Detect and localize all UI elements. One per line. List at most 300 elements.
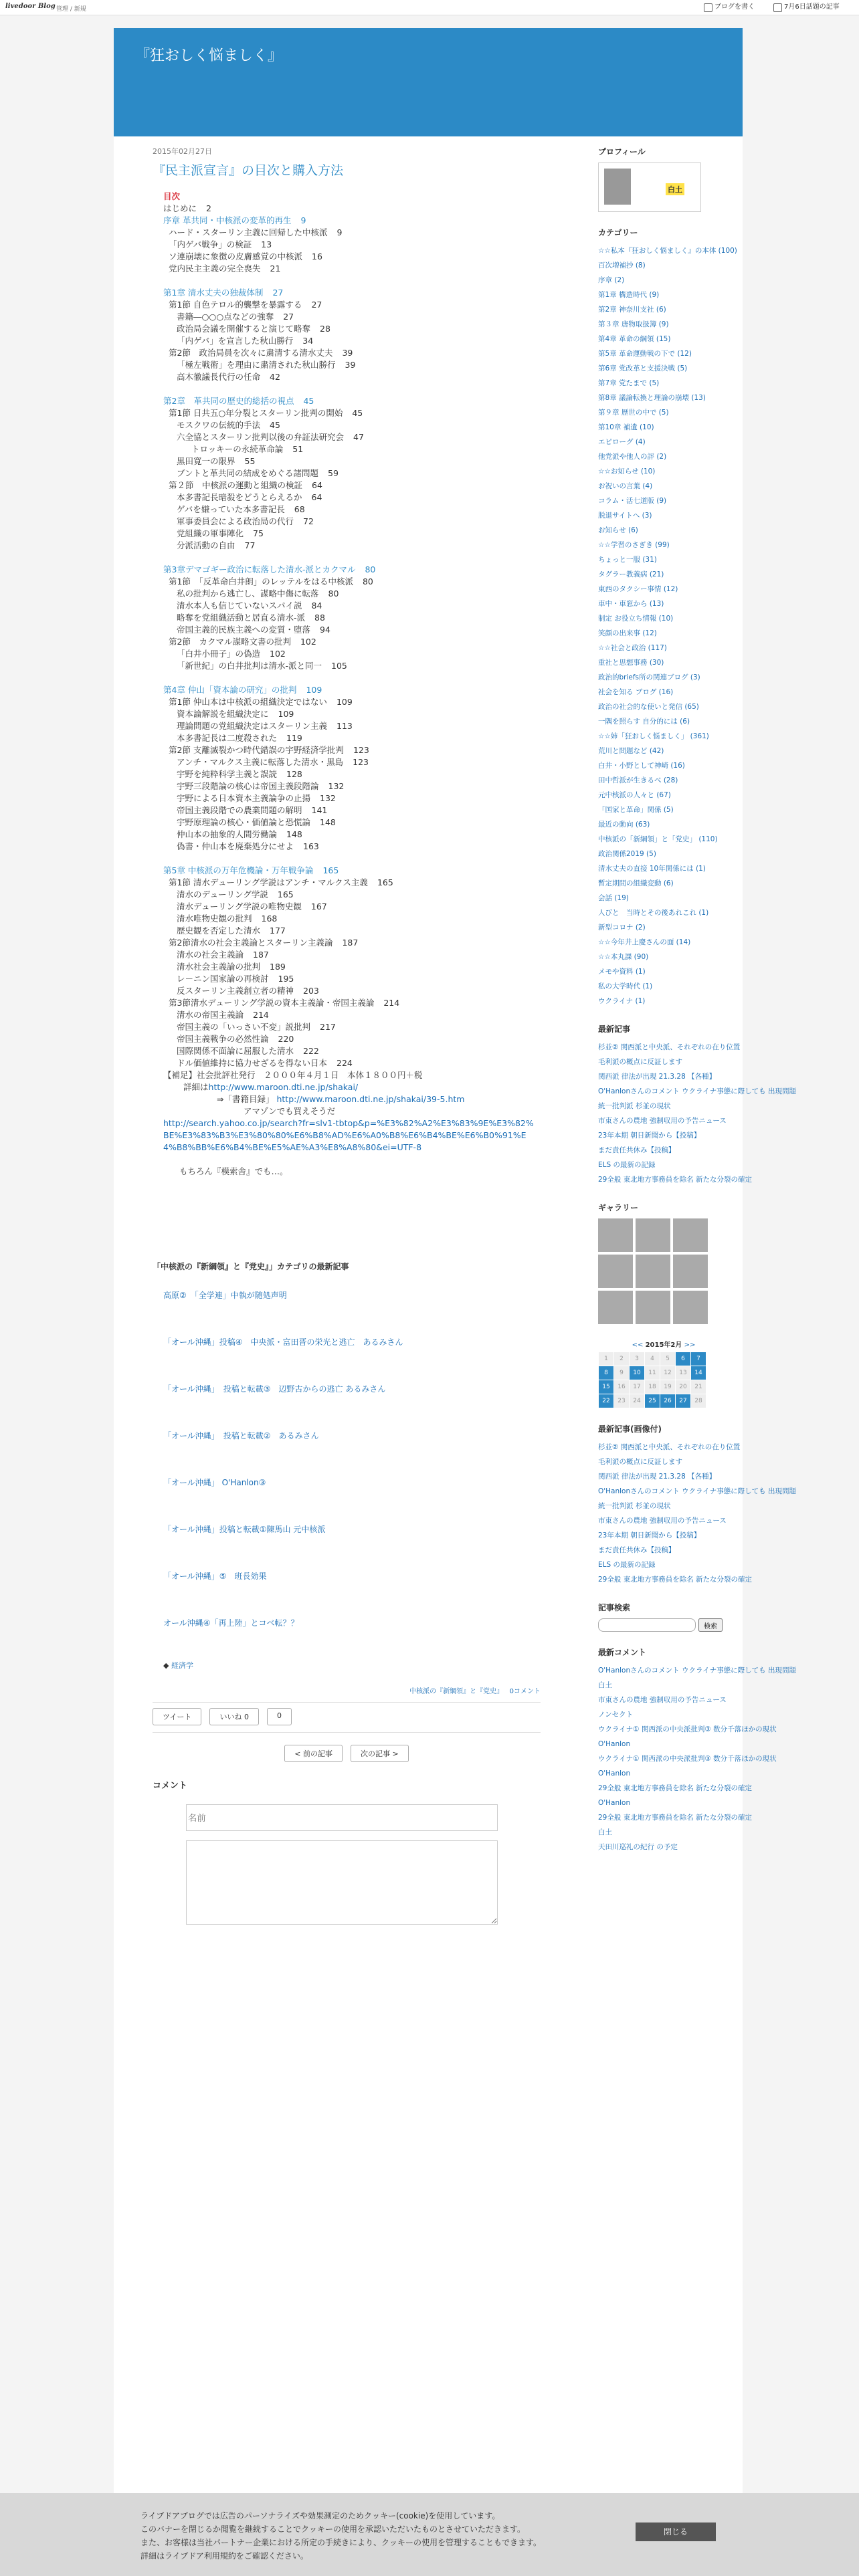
toc-page: 214 (383, 998, 400, 1008)
search-button[interactable]: 検索 (698, 1618, 723, 1632)
sidebar-category-link[interactable]: 政治の社会的な使いと発信 (65) (598, 703, 699, 711)
toc-line (163, 949, 538, 961)
toc-title: 「新世紀」の白井批判は清水-派と同一 (177, 661, 322, 671)
toc-gap (163, 853, 538, 865)
buy-link-1[interactable]: http://www.maroon.dti.ne.jp/shakai/ (208, 1082, 359, 1092)
gallery-thumb[interactable] (598, 1291, 633, 1324)
comment-name-input[interactable] (186, 1804, 498, 1831)
pager (153, 1745, 541, 1762)
toc-list (163, 203, 538, 1069)
profile-card[interactable] (598, 163, 701, 212)
toc-title: ブントと革共同の結成をめぐる諸問題 (177, 468, 319, 478)
sidebar-image-latest-link[interactable]: 23年本期 朝日新聞から【投稿】 (598, 1531, 701, 1539)
sidebar-category-link[interactable]: 「国家と革命」関係 (5) (598, 806, 674, 814)
sidebar-category-link[interactable]: タグラー教義病 (21) (598, 570, 664, 578)
calendar-header (598, 1339, 729, 1349)
calendar-day: 11 (645, 1366, 660, 1380)
toc-line (163, 696, 538, 708)
category-recent-link[interactable]: 「オール沖縄」投稿④ 中央派・富田晋の栄光と逃亡 あるみさん (163, 1337, 403, 1347)
toc-title: 軍事委員会による政治局の代行 (177, 516, 294, 526)
blog-page (114, 28, 796, 2576)
toc-line (163, 720, 538, 732)
sidebar-category-link[interactable]: エピローグ (4) (598, 438, 646, 446)
toc-page: 68 (294, 504, 305, 514)
toc-title: 第3章デマゴギー政治に転落した清水-派とカクマル (163, 564, 356, 574)
calendar-day[interactable]: 26 (660, 1394, 676, 1408)
category-recent-link[interactable]: 「オール沖縄」 O'Hanlon③ (163, 1478, 266, 1487)
toc-page: 2 (206, 203, 211, 213)
share-row (153, 1708, 541, 1725)
toc-title: 第1節 清水デューリング学説はアンチ・マルクス主義 (169, 877, 368, 887)
sidebar-category-link[interactable]: 荒川と問題など (42) (598, 747, 664, 755)
toc-line (163, 323, 538, 335)
toc-page: 51 (292, 444, 304, 454)
category-link[interactable]: 中核派の『新綱領』と『党史』 (409, 1688, 504, 1695)
hatena-button[interactable]: 0 (267, 1708, 292, 1725)
sidebar-image-latest-link[interactable]: 29全般 東北地方事務員を除名 新たな分裂の確定 (598, 1576, 753, 1584)
category-recent-link[interactable]: 「オール沖縄」投稿と転載①陳馬山 元中核派 (163, 1525, 326, 1534)
toc-line (163, 997, 538, 1009)
toc-page: 34 (302, 336, 314, 346)
sidebar-latest-link[interactable]: 統一批判派 杉並の現状 (598, 1102, 671, 1110)
calendar-day[interactable]: 25 (645, 1394, 660, 1408)
sidebar-category-link[interactable]: 白井・小野として神崎 (16) (598, 762, 685, 770)
toc-line (163, 973, 538, 985)
toc-page: 168 (261, 914, 278, 924)
toc-line (163, 889, 538, 901)
toc-line (163, 937, 538, 949)
gallery-thumb[interactable] (598, 1218, 633, 1252)
toc-title: 第1節 仲山本は中核派の組織決定ではない (169, 697, 327, 707)
toc-line (163, 359, 538, 371)
toc-page: 148 (286, 829, 302, 839)
sidebar-latest-link[interactable]: ELS の最新の記録 (598, 1161, 656, 1169)
comment-count[interactable]: 0コメント (509, 1688, 541, 1695)
toc-page: 16 (312, 251, 322, 261)
sidebar-category-link[interactable]: ☆☆社会と政治 (117) (598, 644, 667, 652)
sidebar-image-latest-link[interactable]: 毛利派の概点に反証します (598, 1458, 682, 1466)
sidebar-image-latest-link[interactable]: 関西派 律法が出現 21.3.28 【各種】 (598, 1473, 717, 1481)
toc-page: 84 (311, 601, 322, 611)
calendar-day: 18 (645, 1380, 660, 1394)
toc-title: 清水のデューリング学説 (177, 889, 268, 899)
sidebar-category-link[interactable]: 第10章 補遺 (10) (598, 423, 654, 431)
calendar-day[interactable]: 6 (676, 1352, 691, 1366)
sidebar-image-latest-link[interactable]: 統一批判派 杉並の現状 (598, 1502, 671, 1510)
toc-gap (163, 672, 538, 684)
toc-line (163, 817, 538, 829)
calendar-day[interactable]: 7 (691, 1352, 706, 1366)
toc-page: 77 (244, 540, 256, 550)
sidebar-category-link[interactable]: 制定 お役立ち情報 (10) (598, 615, 674, 623)
toc-line (163, 1009, 538, 1021)
toc-page: 80 (362, 576, 373, 586)
category-recent-link[interactable]: 「オール沖縄」 投稿と転載② あるみさん (163, 1431, 319, 1440)
calendar-day: 13 (676, 1366, 691, 1380)
toc-page: 27 (311, 300, 322, 310)
toc-line (163, 443, 538, 455)
amazon-note: アマゾンでも買えそうだ (244, 1106, 336, 1116)
toc-line (163, 215, 538, 227)
toc-line (163, 335, 538, 347)
toc-page: 214 (253, 1010, 269, 1020)
toc-line (163, 263, 538, 275)
write-blog-button[interactable] (704, 2, 755, 12)
sidebar-comment-link[interactable]: O'Hanlon (598, 1769, 631, 1778)
gallery-thumb[interactable] (673, 1218, 708, 1252)
toc-title: 「白井小冊子」の偽造 (177, 649, 261, 659)
sidebar-category-link[interactable]: 最近の動向 (63) (598, 821, 650, 829)
sidebar (598, 146, 796, 1869)
sidebar-category-link[interactable]: 笑顔の出来事 (12) (598, 629, 657, 637)
sidebar-category-link[interactable]: ちょっと一服 (31) (598, 556, 657, 564)
toc-line (163, 829, 538, 841)
toc-title: ソ連崩壊に象徴の皮膚感覚の中核派 (169, 251, 303, 261)
sidebar-category-link[interactable]: ☆☆私本『狂おしく悩ましく』の本体 (100) (598, 247, 737, 255)
sidebar-comment-link[interactable]: 29全般 東北地方事務員を除名 新たな分裂の確定 (598, 1814, 753, 1822)
sidebar-category-link[interactable]: 田中哲派が生きるべ (28) (598, 776, 678, 784)
latest-list (598, 1040, 796, 1187)
cookie-line-2: このバナーを閉じるか閲覧を継続することでクッキーの使用を承認いただいたものとさせていただきます。 (140, 2525, 526, 2534)
sidebar-category-link[interactable]: 社会を知る ブログ (16) (598, 688, 674, 696)
toc-title: 第2章 革共同の歴史的総括の視点 (163, 396, 294, 406)
toc-title: モスクワの伝統的手法 (177, 420, 261, 430)
sidebar-comment-link[interactable]: O'Hanlonさんのコメント ウクライナ事態に際しても 出現問題 (598, 1667, 796, 1675)
category-list (598, 243, 737, 1008)
toc-line (163, 901, 538, 913)
toc-line (163, 732, 538, 744)
sidebar-category-link[interactable]: 一隅を照らす 自分的には (6) (598, 718, 690, 726)
toc-line (163, 299, 538, 311)
toc-line (163, 600, 538, 612)
image-latest-heading: 最新記事(画像付) (598, 1424, 662, 1434)
sidebar-comment-link[interactable]: O'Hanlon (598, 1740, 631, 1748)
sidebar-category-link[interactable]: 第7章 党たまで (5) (598, 379, 660, 387)
pencil-icon (704, 3, 712, 12)
toc-page: 42 (270, 372, 280, 382)
sidebar-category-link[interactable]: 第2章 神奈川支社 (6) (598, 306, 666, 314)
toc-line (163, 708, 538, 720)
sidebar-category-link[interactable]: 東西のタクシー事情 (12) (598, 585, 678, 593)
calendar-day[interactable]: 15 (599, 1380, 614, 1394)
buy-info: 【補足】社会批評社発行 ２０００年４月１日 本体１８００円＋税 (163, 1070, 423, 1080)
sidebar-category-link[interactable]: 政治関係2019 (5) (598, 850, 656, 858)
toc-line (163, 227, 538, 239)
toc-line (163, 925, 538, 937)
tweet-button[interactable]: ツイート (153, 1708, 201, 1725)
toc-page: 113 (337, 721, 353, 731)
post-meta (153, 1685, 541, 1695)
sidebar-image-latest-link[interactable]: ELS の最新の記録 (598, 1561, 656, 1569)
catalog-label: ⇒「書籍目録」 (217, 1094, 274, 1104)
toc-page: 195 (278, 974, 294, 984)
sidebar-category-link[interactable]: 第6章 党改革と支援決戦 (5) (598, 364, 688, 372)
gallery-thumb[interactable] (636, 1291, 670, 1324)
toc-line (163, 479, 538, 492)
sidebar-category-link[interactable]: ☆☆本丸課 (90) (598, 953, 649, 961)
buy-detail-label: 詳細は (183, 1082, 209, 1092)
sidebar-comment-link[interactable]: 白土 (598, 1828, 612, 1836)
sidebar-category-link[interactable]: 車中・車窓から (13) (598, 600, 664, 608)
toc-page: 88 (314, 613, 325, 623)
sidebar-comment-link[interactable]: 市東さんの農地 強制収用の予告ニュース (598, 1696, 727, 1704)
toc-page: 55 (244, 456, 256, 466)
cal-month: 2015年2月 (645, 1341, 682, 1349)
calendar-day[interactable]: 14 (691, 1366, 706, 1380)
category-recent-list (153, 1272, 541, 1646)
toc-page: 39 (345, 360, 356, 370)
toc-line (163, 455, 538, 467)
post-title[interactable]: 『民主派宣言』の目次と購入方法 (153, 163, 344, 178)
toc-line (163, 913, 538, 925)
sidebar-category-link[interactable]: 新型コロナ (2) (598, 924, 646, 932)
sidebar-comment-link[interactable]: 天田川巡礼の紀行 の予定 (598, 1843, 678, 1851)
toc-title: 清水唯物史観の批判 (177, 914, 252, 924)
sidebar-latest-link[interactable]: 杉並② 関西派と中央派、それぞれの在り位置 (598, 1043, 741, 1051)
toc-title: 第1節 自色テロル的襲撃を暴露する (169, 300, 302, 310)
search-input[interactable] (598, 1618, 696, 1632)
sidebar-category-link[interactable]: 私の大学時代 (1) (598, 982, 653, 990)
toc-line (163, 528, 538, 540)
cookie-line-3: また、お客様は当社パートナー企業における所定の手続きにより、クッキーの使用を管理することもできます。 (140, 2538, 542, 2547)
gallery-thumb[interactable] (673, 1255, 708, 1288)
cal-next[interactable]: >> (684, 1341, 696, 1349)
like-button[interactable]: いいね 0 (209, 1708, 259, 1725)
toc-page: 148 (320, 817, 336, 827)
sidebar-category-link[interactable]: 会話 (19) (598, 894, 629, 902)
cookie-line-4[interactable]: 詳細はライブドア利用規約をご確認ください。 (140, 2551, 308, 2561)
gallery-thumb[interactable] (636, 1255, 670, 1288)
sidebar-category-link[interactable]: ☆☆お知らせ (10) (598, 467, 656, 475)
toc-line (163, 1045, 538, 1057)
sidebar-category-link[interactable]: 第4章 革命の綱領 (15) (598, 335, 671, 343)
toc-line (163, 768, 538, 780)
category-recent-link[interactable]: 高原② 「全学連」中執が随処声明 (163, 1291, 287, 1300)
sidebar-comment-link[interactable]: ウクライナ① 関西派の中央派批判③ 数分千落ほかの現状 (598, 1725, 777, 1733)
cookie-line-1: ライブドアブログでは広告のパーソナライズや効果測定のためクッキー(cookie)を使用しています。 (140, 2511, 500, 2520)
cal-prev[interactable]: << (632, 1341, 644, 1349)
sidebar-category-link[interactable]: 元中核派の人々と (67) (598, 791, 671, 799)
sidebar-category-link[interactable]: ☆☆学習のさぎき (99) (598, 541, 670, 549)
sidebar-comment-link[interactable]: 白土 (598, 1681, 612, 1689)
sidebar-latest-link[interactable]: 23年本期 朝日新聞から【投稿】 (598, 1132, 701, 1140)
toc-title: ゲバを嫌っていた本多書記長 (177, 504, 285, 514)
toc-page: 163 (303, 841, 319, 851)
calendar-day: 4 (645, 1352, 660, 1366)
sidebar-category-link[interactable]: 中核派の「新綱領」と「党史」 (110) (598, 835, 718, 843)
sidebar-image-latest-link[interactable]: まだ責任共休み【投稿】 (598, 1546, 676, 1554)
toc-title: 黒田寛一の限界 (177, 456, 235, 466)
toc-page: 21 (270, 263, 281, 274)
gallery-grid (598, 1218, 729, 1324)
toc-page: 217 (320, 1022, 336, 1032)
toc-title: 宇野による日本資本主義論争の止揚 (177, 793, 311, 803)
sidebar-category-link[interactable]: コラム・活七道版 (9) (598, 497, 667, 505)
toc-title: 政治局会議を開催すると演じて略奪 (177, 324, 311, 334)
toc-title: 帝国主義の「いっさい不変」説批判 (177, 1022, 311, 1032)
toc-title: 本多書記長暗殺をどうとらえるか (177, 492, 302, 502)
amazon-link[interactable]: http://search.yahoo.co.jp/search?fr=slv1-tbtop&p=%E3%82%A2%E3%83%9E%E3%82%BE%E3%83%B3%E3%80%80%E6%B8%AD%E6%A0%B8%E6%B4%BE%E6%B0%91%E4%B8%BB%E6%B4%BE%E5%AE%A3%E8%A8%80&ei=UTF-8 (163, 1118, 534, 1152)
next-post-button[interactable]: 次の記事 > (351, 1745, 409, 1762)
sidebar-comment-link[interactable]: 29全般 東北地方事務員を除名 新たな分裂の確定 (598, 1784, 753, 1792)
toc-line (163, 1057, 538, 1069)
sidebar-category-link[interactable]: ウクライナ (1) (598, 997, 646, 1005)
sidebar-category-link[interactable]: 序章 (2) (598, 276, 625, 284)
toc-page: 109 (278, 709, 294, 719)
sidebar-category-link[interactable]: ☆☆姉「狂おしく悩ましく」 (361) (598, 732, 709, 740)
toc-line (163, 744, 538, 756)
calendar-day: 2 (614, 1352, 630, 1366)
toc-title: 宇野を純粋科学主義と誤読 (177, 769, 278, 779)
toc-page: 72 (303, 516, 314, 526)
toc-gap (163, 552, 538, 564)
toc-title: はじめに (163, 203, 197, 213)
calendar-day[interactable]: 8 (599, 1366, 614, 1380)
toc-title: レ－ニン国家論の再検討 (177, 974, 269, 984)
buy-link-2[interactable]: http://www.maroon.dti.ne.jp/shakai/39-5.htm (276, 1094, 465, 1104)
toc-page: 165 (277, 889, 294, 899)
toc-line (163, 636, 538, 648)
calendar-day: 16 (614, 1380, 630, 1394)
calendar-day: 23 (614, 1394, 630, 1408)
calendar-day: 19 (660, 1380, 676, 1394)
toc-line (163, 1033, 538, 1045)
sidebar-latest-link[interactable]: 毛利派の概点に反証します (598, 1058, 682, 1066)
gallery-heading: ギャラリー (598, 1203, 639, 1212)
sidebar-category-link[interactable]: 他党派や他人の評 (2) (598, 453, 667, 461)
sidebar-category-link[interactable]: ☆☆今年井上慶さんの面 (14) (598, 938, 691, 946)
toc-title: 仲山本の抽象的人間労働論 (177, 829, 278, 839)
toc-title: 党内民主主義の完全喪失 (169, 263, 261, 274)
sidebar-category-link[interactable]: 第5章 革命運動戦の下で (12) (598, 350, 692, 358)
comment-body-input[interactable] (186, 1840, 498, 1925)
top-sub-links[interactable]: 管理 / 新規 (56, 6, 86, 13)
cookie-close-button[interactable]: 閉じる (636, 2523, 716, 2541)
toc-page: 203 (303, 986, 319, 996)
toc-title: 第2節 カクマル謀略文書の批判 (169, 637, 291, 647)
sidebar-category-link[interactable]: 暫定期間の組織変動 (6) (598, 879, 674, 887)
toc-title: 第3節清水デューリング学説の資本主義論・帝国主義論 (169, 998, 375, 1008)
calendar-day[interactable]: 22 (599, 1394, 614, 1408)
toc-title: 帝国主義的民族主義への変質・堕落 (177, 625, 311, 635)
toc-title: 宇野三段階論の核心は帝国主義段階論 (177, 781, 319, 791)
toc-title: 分派活動の自由 (177, 540, 235, 550)
toc-line (163, 347, 538, 359)
sidebar-category-link[interactable]: 第９章 歴世の中で (5) (598, 409, 669, 417)
category-recent-link[interactable]: 「オール沖縄」⑤ 班長効果 (163, 1572, 267, 1581)
write-blog-label: ブログを書く (714, 3, 755, 11)
livedoor-logo[interactable]: livedoor Blog (5, 3, 56, 10)
category-heading: カテゴリー (598, 228, 638, 237)
category-recent-link[interactable]: 「オール沖縄」 投稿と転載③ 辺野古からの逃亡 あるみさん (163, 1384, 386, 1394)
toc-label: 目次 (163, 191, 181, 201)
sidebar-category-link[interactable]: 第３章 唐物取扱簿 (9) (598, 320, 669, 328)
mosakusha-note: もちろん『模索舎』でも…。 (179, 1166, 288, 1176)
toc-line (163, 648, 538, 660)
toc-line (163, 492, 538, 504)
gallery-thumb[interactable] (598, 1255, 633, 1288)
trending-button[interactable] (773, 2, 840, 12)
sidebar-comment-link[interactable]: O'Hanlon (598, 1799, 631, 1807)
toc-page: 165 (322, 865, 339, 875)
sidebar-category-link[interactable]: 重社と思想事務 (30) (598, 659, 664, 667)
toc-page: 224 (337, 1058, 353, 1068)
sidebar-category-link[interactable]: 清水丈夫の直接 10年関係には (1) (598, 865, 706, 873)
sidebar-latest-link[interactable]: 29全般 東北地方事務員を除名 新たな分裂の確定 (598, 1176, 753, 1184)
toc-page: 119 (286, 733, 302, 743)
toc-page: 105 (331, 661, 347, 671)
sidebar-image-latest-link[interactable]: 杉並② 関西派と中央派、それぞれの在り位置 (598, 1443, 741, 1451)
sidebar-category-link[interactable]: お祝いの言葉 (4) (598, 482, 653, 490)
toc-title: ドル価値維持に協力せざるを得ない日本 (177, 1058, 328, 1068)
calendar-day: 24 (630, 1394, 645, 1408)
comment-heading: コメント (153, 1781, 188, 1791)
sidebar-comment-link[interactable]: ウクライナ① 関西派の中央派批判③ 数分千落ほかの現状 (598, 1755, 777, 1763)
sidebar-latest-link[interactable]: 市東さんの農地 強制収用の予告ニュース (598, 1117, 727, 1125)
toc-page: 39 (342, 348, 353, 358)
toc-page: 64 (312, 480, 322, 490)
toc-page: 128 (286, 769, 302, 779)
post-body (163, 191, 538, 1178)
toc-page: 45 (270, 420, 280, 430)
calendar-day: 12 (660, 1366, 676, 1380)
toc-title: 清水の帝国主義論 (177, 1010, 244, 1020)
toc-title: 序章 革共同・中核派の変革的再生 (163, 215, 292, 225)
sidebar-category-link[interactable]: 人びと 当時とその後あれこれ (1) (598, 909, 709, 917)
sidebar-latest-link[interactable]: まだ責任共休み【投稿】 (598, 1146, 676, 1154)
toc-title: 帝国主義戦争の必然性論 (177, 1034, 269, 1044)
toc-title: 第2節清水の社会主義論とスターリン主義論 (169, 938, 333, 948)
sidebar-category-link[interactable]: 脱退サイトへ (3) (598, 512, 652, 520)
sidebar-category-link[interactable]: 第1章 構造時代 (9) (598, 291, 660, 299)
toc-title: 宇野原理論の核心・価値論と恐慌論 (177, 817, 311, 827)
category-recent-link[interactable]: オール沖縄④「再上陸」とコベ転？？ (163, 1618, 299, 1628)
main-column (153, 146, 541, 1927)
toc-line (163, 660, 538, 672)
sidebar-category-link[interactable]: 政治的briefs所の関連ブログ (3) (598, 673, 700, 681)
toc-title: 高木徹議長代行の任命 (177, 372, 261, 382)
calendar-day[interactable]: 10 (630, 1366, 645, 1380)
sidebar-category-link[interactable]: 百次増補抄 (8) (598, 261, 646, 270)
trending-label: 7月6日話題の記事 (784, 3, 840, 11)
search-heading: 記事検索 (598, 1603, 631, 1612)
toc-title: 第２節 中核派の運動と組織の検証 (169, 480, 303, 490)
sidebar-image-latest-link[interactable]: O'Hanlonさんのコメント ウクライナ事態に際しても 出現問題 (598, 1487, 796, 1495)
sidebar-category-link[interactable]: お知らせ (6) (598, 526, 638, 534)
sidebar-category-link[interactable]: 第8章 議論転換と理論の崩壊 (13) (598, 394, 706, 402)
sidebar-latest-link[interactable]: 関西派 律法が出現 21.3.28 【各種】 (598, 1073, 717, 1081)
sidebar-latest-link[interactable]: O'Hanlonさんのコメント ウクライナ事態に際しても 出現問題 (598, 1087, 796, 1095)
toc-title: 本多書記長は二度殺された (177, 733, 278, 743)
calendar-day[interactable]: 27 (676, 1394, 691, 1408)
toc-page: 9 (300, 215, 306, 225)
toc-page: 45 (352, 408, 363, 418)
post-tag[interactable]: ◆ 経済学 (163, 1661, 193, 1670)
gallery-thumb[interactable] (673, 1291, 708, 1324)
toc-title: 書籍―○○○点などの強奪 (177, 312, 274, 322)
toc-line (163, 792, 538, 804)
prev-post-button[interactable]: < 前の記事 (284, 1745, 343, 1762)
gallery-thumb[interactable] (636, 1218, 670, 1252)
toc-line (163, 395, 538, 407)
sidebar-category-link[interactable]: メモや資料 (1) (598, 968, 646, 976)
blog-title[interactable]: 『狂おしく悩ましく』 (135, 47, 283, 64)
toc-title: 「極左戦術」を理由に粛清された秋山勝行 (177, 360, 336, 370)
sidebar-comment-link[interactable]: ノンセクト (598, 1711, 634, 1719)
toc-page: 27 (272, 288, 284, 298)
toc-line (163, 419, 538, 431)
sidebar-image-latest-link[interactable]: 市東さんの農地 強制収用の予告ニュース (598, 1517, 727, 1525)
